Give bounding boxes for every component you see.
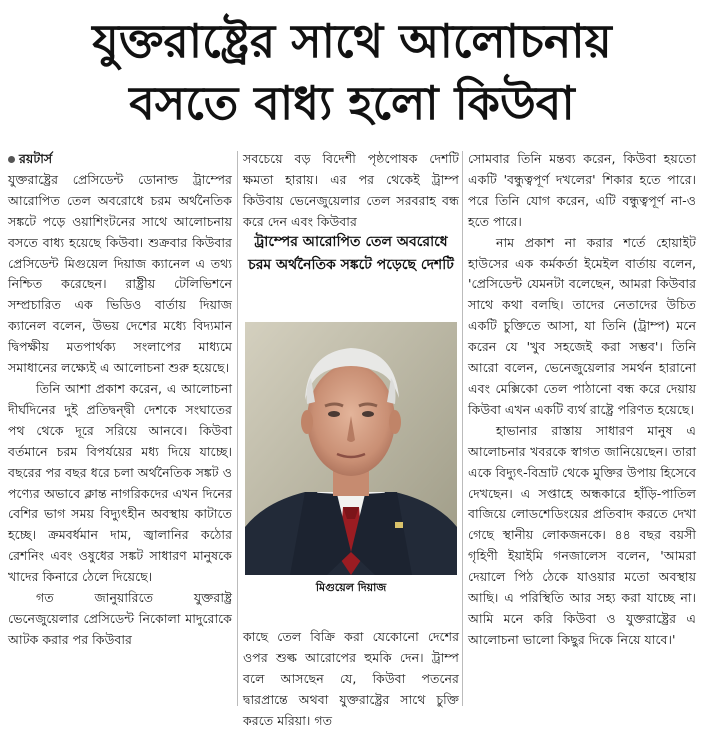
pull-quote: ট্রাম্পের আরোপিত তেল অবরোধে চরম অর্থনৈতিক সঙ্কটে পড়েছে দেশটি bbox=[248, 234, 454, 273]
bullet-icon bbox=[8, 156, 15, 163]
paragraph: যুক্তরাষ্ট্রের প্রেসিডেন্ট ডোনাল্ড ট্রাম্পের আরোপিত তেল অবরোধে চরম অর্থনৈতিক সঙ্কটে পড়ে ওয়াশিংটনের সাথে আলোচনায় বসতে বাধ্য হয়েছে কিউবা। শুক্রবার কিউবার প্রেসিডেন্ট মিগুয়েল দিয়াজ ক্যানেল এ তথ্য নিশ্চিত করেছেন। রাষ্ট্রীয় টেলিভিশনে সম্প্রচারিত এক ভিডিও বার্তায় দিয়াজ ক্যানেল বলেন, উভয় দেশের মধ্যে বিদ্যমান দ্বিপক্ষীয় মতপার্থক্য সংলাপের মাধ্যমে সমাধানের লক্ষ্যেই এ আলোচনা শুরু হয়েছে। bbox=[8, 171, 232, 376]
paragraph: গত জানুয়ারিতে যুক্তরাষ্ট্র ভেনেজুয়েলার প্রেসিডেন্ট নিকোলা মাদুরোকে আটক করার পর কিউবার bbox=[8, 590, 232, 647]
byline bbox=[8, 149, 232, 170]
paragraph: হাভানার রাস্তায় সাধারণ মানুষ এ আলোচনার খবরকে স্বাগত জানিয়েছেন। তারা একে বিদ্যুৎ-বিভ্রাট থেকে মুক্তির উপায় হিসেবে দেখছেন। এ সপ্তাহে অন্ধকারে হাঁড়ি-পাতিল বাজিয়ে লোডশেডিংয়ের প্রতিবাদ করতে দেখা গেছে স্থানীয় লোকজনকে। ৪৪ বছর বয়সী গৃহিণী ইয়াইমি গনজালেস বলেন, 'আমরা দেয়ালে পিঠ ঠেকে যাওয়ার মতো অবস্থায় আছি। এ পরিস্থিতি আর সহ্য করা যাচ্ছে না। আমি মনে করি কিউবা ও যুক্তরাষ্ট্রের এ আলোচনা ভালো কিছুর দিকে নিয়ে যাবে।' bbox=[468, 422, 696, 647]
paragraph: নাম প্রকাশ না করার শর্তে হোয়াইট হাউসের এক কর্মকর্তা ইমেইল বার্তায় বলেন, 'প্রেসিডেন্ট যেমনটা বলেছেন, আমরা কিউবার সাথে কথা বলছি। তাদের নেতাদের উচিত একটি চুক্তিতে আসা, যা তিনি (ট্রাম্প) মনে করেন যে 'খুব সহজেই করা সম্ভব'। তিনি আরো বলেন, ভেনেজুয়েলার সমর্থন হারানো এবং মেক্সিকো তেল পাঠানো বন্ধ করে দেয়ায় কিউবা এখন একটি ব্যর্থ রাষ্ট্রে পরিণত হয়েছে। bbox=[468, 234, 696, 417]
article-column-2-continued bbox=[243, 627, 459, 732]
photo-caption: মিগুয়েল দিয়াজ bbox=[315, 581, 387, 594]
column-divider bbox=[462, 151, 463, 706]
headline-line-1: যুক্তরাষ্ট্রের সাথে আলোচনায় bbox=[92, 14, 612, 68]
portrait-photo bbox=[245, 322, 457, 575]
byline-text: রয়টার্স bbox=[19, 151, 53, 166]
article-column-1 bbox=[8, 149, 232, 651]
paragraph: তিনি আশা প্রকাশ করেন, এ আলোচনা দীর্ঘদিনের দুই প্রতিদ্বন্দ্বী দেশকে সংঘাতের পথ থেকে দূরে সরিয়ে আনবে। কিউবা বর্তমানে চরম বিপর্যয়ের মধ্য দিয়ে যাচ্ছে। বছরের পর বছর ধরে চলা অর্থনৈতিক সঙ্কট ও পণ্যের অভাবে ক্লান্ত নাগরিকদের এখন দিনের বেশির ভাগ সময় বিদ্যুৎহীন অবস্থায় কাটাতে হচ্ছে। ক্রমবর্ধমান দাম, জ্বালানির কঠোর রেশনিং এবং ওষুধের সঙ্কট সাধারণ মানুষকে খাদের কিনারে ঠেলে দিয়েছে। bbox=[8, 380, 232, 585]
paragraph: সোমবার তিনি মন্তব্য করেন, কিউবা হয়তো একটি 'বন্ধুত্বপূর্ণ দখলের' শিকার হতে পারে। পরে তিনি যোগ করেন, এটি বন্ধুত্বপূর্ণ না-ও হতে পারে। bbox=[468, 151, 696, 229]
headline-line-2: বসতে বাধ্য হলো কিউবা bbox=[129, 76, 575, 130]
article-column-2 bbox=[243, 149, 459, 233]
paragraph: কাছে তেল বিক্রি করা যেকোনো দেশের ওপর শুল্ক আরোপের হুমকি দেন। ট্রাম্প বলে আসছেন যে, কিউবা পতনের দ্বারপ্রান্তে অথবা যুক্তরাষ্ট্রের সাথে চুক্তি করতে মরিয়া। গত bbox=[243, 629, 459, 728]
paragraph: সবচেয়ে বড় বিদেশী পৃষ্ঠপোষক দেশটি ক্ষমতা হারায়। এর পর থেকেই ট্রাম্প কিউবায় ভেনেজুয়েলার তেল সরবরাহ বন্ধ করে দেন এবং কিউবার bbox=[243, 151, 459, 229]
article-column-3 bbox=[468, 149, 696, 651]
column-divider bbox=[237, 151, 238, 706]
